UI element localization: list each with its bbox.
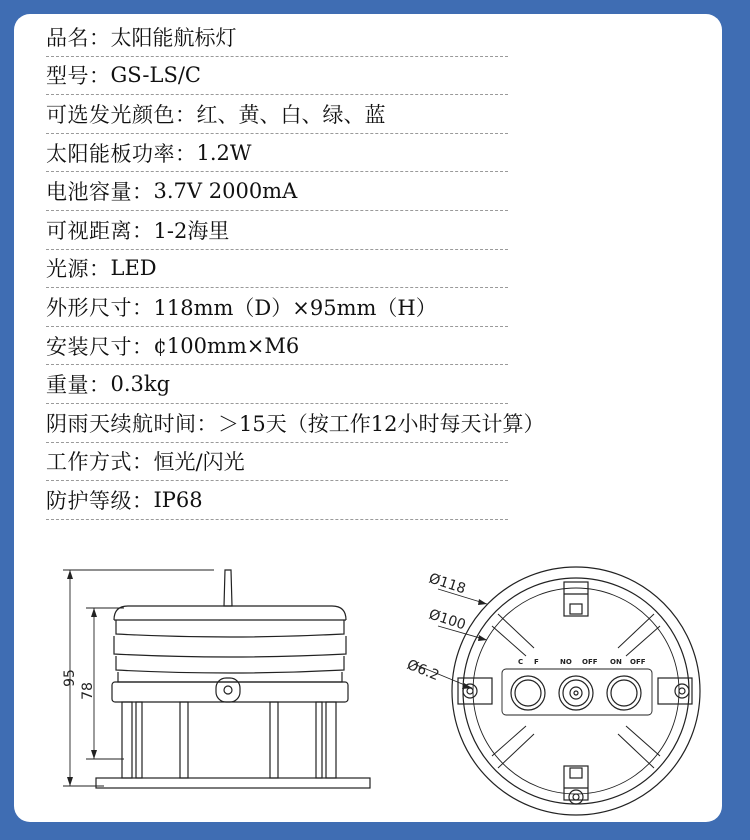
spec-value: ¢100mm×M6	[153, 333, 300, 358]
top-view	[405, 567, 700, 815]
spec-label: 安装尺寸：	[46, 334, 154, 359]
switch-label-c: C	[518, 658, 524, 666]
spec-value: 红、黄、白、绿、蓝	[196, 102, 386, 127]
spec-value: IP68	[153, 487, 203, 512]
spec-value: 3.7V 2000mA	[153, 179, 298, 204]
spec-value: 1-2海里	[153, 218, 230, 243]
spec-label: 可视距离：	[46, 218, 154, 243]
dim-hole-diameter-label: Ø6.2	[404, 656, 442, 685]
spec-value: 1.2W	[196, 140, 252, 165]
dim-mount-diameter-label: Ø100	[426, 606, 468, 634]
side-view	[62, 570, 370, 788]
switch-label-off-1: OFF	[582, 658, 598, 666]
dim-body-height-label: 78	[80, 682, 96, 700]
spec-label: 太阳能板功率：	[46, 141, 197, 166]
switch-label-no: NO	[560, 658, 572, 666]
spec-label: 可选发光颜色：	[46, 102, 197, 127]
spec-value: ＞15天（按工作12小时每天计算）	[218, 411, 545, 436]
spec-value: 0.3kg	[110, 372, 171, 397]
spec-value: 太阳能航标灯	[110, 25, 237, 50]
spec-label: 工作方式：	[46, 450, 154, 475]
technical-drawing	[14, 14, 722, 822]
spec-label: 阴雨天续航时间：	[46, 411, 218, 436]
dim-total-height-label: 95	[62, 669, 78, 687]
spec-value: LED	[110, 256, 157, 281]
spec-value: 118mm（D）×95mm（H）	[153, 295, 437, 320]
spec-value: GS-LS/C	[110, 63, 202, 88]
spec-label: 型号：	[46, 64, 111, 89]
spec-label: 光源：	[46, 257, 111, 282]
dim-outer-diameter-label: Ø118	[426, 570, 468, 598]
spec-value: 恒光/闪光	[153, 450, 245, 475]
switch-label-off-2: OFF	[630, 658, 646, 666]
spec-label: 电池容量：	[46, 180, 154, 205]
switch-label-on: ON	[610, 658, 622, 666]
spec-label: 品名：	[46, 25, 111, 50]
spec-label: 重量：	[46, 373, 111, 398]
spec-label: 外形尺寸：	[46, 295, 154, 320]
switch-label-f: F	[534, 658, 539, 666]
spec-card	[14, 14, 722, 822]
spec-label: 防护等级：	[46, 488, 154, 513]
